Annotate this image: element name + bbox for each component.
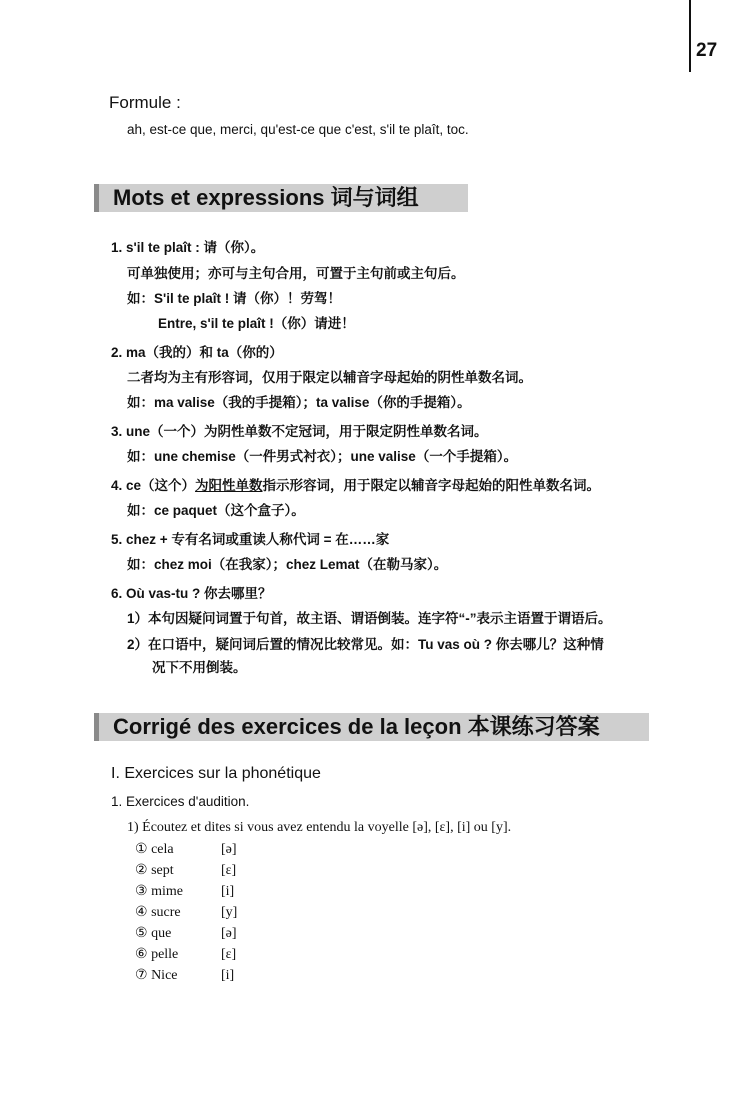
- answer-word: Nice: [151, 968, 178, 983]
- answer-sound: [ə]: [221, 842, 237, 857]
- item-1-note: 可单独使用；亦可与主句合用，可置于主句前或主句后。: [127, 266, 465, 281]
- page-number: 27: [696, 40, 718, 61]
- answer-row: [135, 925, 237, 942]
- item-2-example: 如：ma valise（我的手提箱）；ta valise（你的手提箱）。: [127, 395, 471, 410]
- formule-text: ah, est-ce que, merci, qu'est-ce que c'est, s'il te plaît, toc.: [127, 122, 469, 137]
- answer-row: [135, 904, 237, 921]
- answer-sound: [i]: [221, 884, 235, 899]
- item-1-example-1: 如：S'il te plaît ! 请（你）！劳驾！: [127, 291, 341, 306]
- item-2-note: 二者均为主有形容词，仅用于限定以辅音字母起始的阴性单数名词。: [127, 370, 532, 385]
- formule-heading: Formule :: [109, 93, 181, 112]
- answer-number: ④: [135, 905, 148, 920]
- answer-sound: [y]: [221, 905, 238, 920]
- answer-row: [135, 862, 236, 879]
- exercise-instruction: 1) Écoutez et dites si vous avez entendu la voyelle [ə], [ɛ], [i] ou [y].: [127, 820, 512, 835]
- exercises-subheading: 1. Exercices d'audition.: [111, 794, 250, 809]
- exercises-heading: I. Exercices sur la phonétique: [111, 765, 321, 782]
- item-5-title: 5. chez + 专有名词或重读人称代词 = 在……家: [111, 532, 390, 547]
- item-4-title: [111, 474, 600, 494]
- answer-row: [135, 946, 236, 963]
- answer-word: mime: [151, 884, 183, 899]
- item-4-title-underlined: 为阳性单数: [195, 478, 263, 493]
- item-6-point-2: 2）在口语中，疑问词后置的情况比较常见。如：Tu vas où ? 你去哪儿？这种情: [127, 637, 604, 652]
- answer-word: pelle: [151, 947, 179, 962]
- item-2-title: 2. ma（我的）和 ta（你的）: [111, 345, 283, 360]
- answer-word: que: [151, 926, 172, 941]
- answer-number: ①: [135, 842, 148, 857]
- answer-number: ⑥: [135, 947, 148, 962]
- item-6-point-1: 1）本句因疑问词置于句首，故主语、谓语倒装。连字符“-”表示主语置于谓语后。: [127, 611, 612, 626]
- item-5-example: 如：chez moi（在我家）；chez Lemat（在勒马家）。: [127, 557, 448, 572]
- item-1-title: 1. s'il te plaît : 请（你）。: [111, 240, 265, 255]
- answer-row: [135, 883, 234, 900]
- answer-word: sept: [151, 863, 174, 878]
- answer-word: cela: [151, 842, 174, 857]
- item-3-example: 如：une chemise（一件男式衬衣）；une valise（一个手提箱）。: [127, 449, 518, 464]
- section-banner-mots: Mots et expressions 词与词组: [94, 184, 468, 212]
- item-4-title-a: 4. ce（这个）: [111, 478, 196, 493]
- answer-sound: [ɛ]: [221, 947, 237, 962]
- item-4-example: 如：ce paquet（这个盒子）。: [127, 503, 305, 518]
- item-3-title: 3. une（一个）为阴性单数不定冠词，用于限定阴性单数名词。: [111, 424, 488, 439]
- section-banner-corrige: Corrigé des exercices de la leçon 本课练习答案: [94, 713, 649, 741]
- answer-sound: [ɛ]: [221, 863, 237, 878]
- item-6-point-2-cont: 况下不用倒装。: [152, 660, 247, 675]
- answer-number: ⑤: [135, 926, 148, 941]
- answer-row: [135, 967, 234, 984]
- item-4-title-c: 指示形容词，用于限定以辅音字母起始的阳性单数名词。: [262, 478, 601, 493]
- answer-number: ②: [135, 863, 148, 878]
- answer-row: [135, 841, 237, 858]
- item-6-title: 6. Où vas-tu ? 你去哪里？: [111, 586, 272, 601]
- answer-sound: [i]: [221, 968, 235, 983]
- answer-word: sucre: [151, 905, 181, 920]
- answer-sound: [ə]: [221, 926, 237, 941]
- answer-number: ③: [135, 884, 148, 899]
- item-1-example-2: Entre, s'il te plaît !（你）请进！: [158, 316, 355, 331]
- page-number-rule: [689, 0, 691, 72]
- answer-number: ⑦: [135, 968, 148, 983]
